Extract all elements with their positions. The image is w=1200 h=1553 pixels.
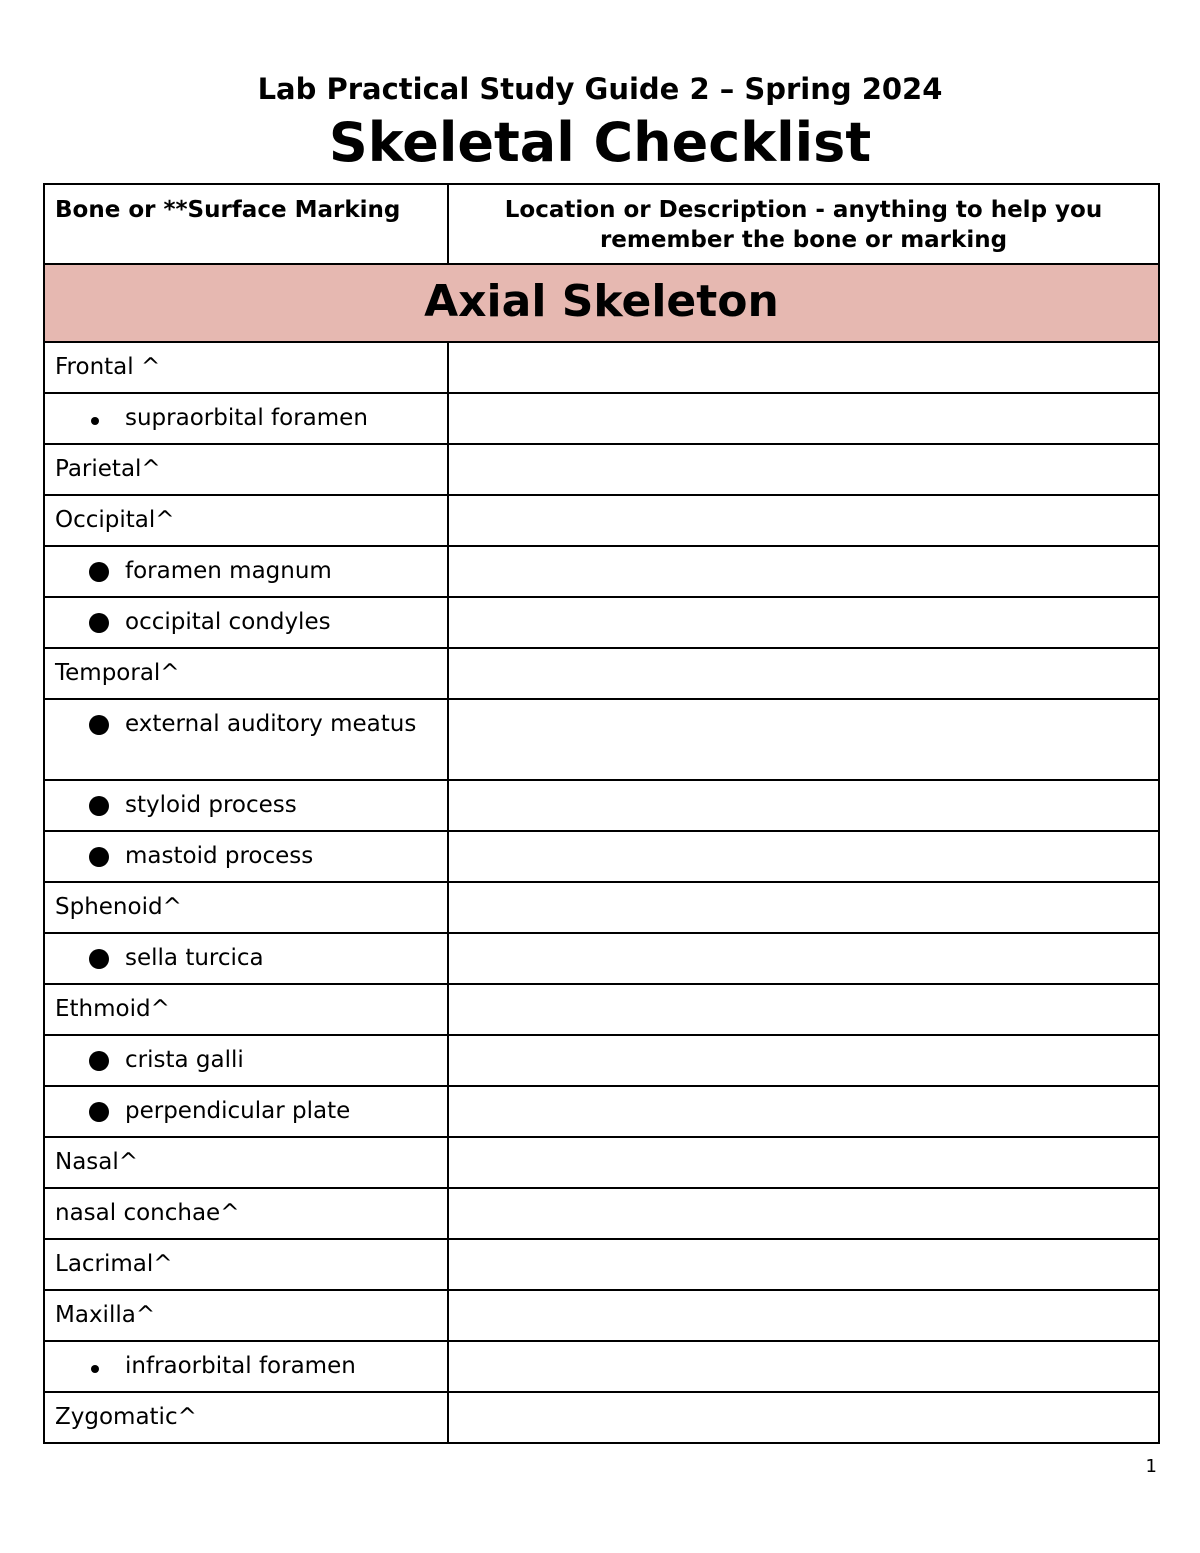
- description-cell[interactable]: [448, 1392, 1159, 1443]
- row-label: Temporal^: [55, 660, 180, 686]
- surface-marking-cell: [44, 1035, 448, 1086]
- section-title: Axial Skeleton: [44, 264, 1159, 342]
- description-cell[interactable]: [448, 882, 1159, 933]
- description-cell[interactable]: [448, 1239, 1159, 1290]
- bullet-icon: [89, 607, 125, 641]
- description-cell[interactable]: [448, 393, 1159, 444]
- table-row: [44, 597, 1159, 648]
- table-row: [44, 1035, 1159, 1086]
- section-row-axial: [44, 264, 1159, 342]
- description-cell[interactable]: [448, 831, 1159, 882]
- description-cell[interactable]: [448, 1341, 1159, 1392]
- surface-marking-cell: [44, 1086, 448, 1137]
- description-cell[interactable]: [448, 1035, 1159, 1086]
- table-row: [44, 1341, 1159, 1392]
- bone-name-cell: [44, 1392, 448, 1443]
- column-header-location: [448, 184, 1159, 264]
- table-row: [44, 342, 1159, 393]
- description-cell[interactable]: [448, 546, 1159, 597]
- column-header-location-line2: remember the bone or marking: [599, 227, 1008, 253]
- row-label: mastoid process: [125, 843, 314, 869]
- bullet-icon: [89, 790, 125, 824]
- description-cell[interactable]: [448, 1290, 1159, 1341]
- row-label: Ethmoid^: [55, 996, 170, 1022]
- surface-marking-cell: [44, 597, 448, 648]
- description-cell[interactable]: [448, 1086, 1159, 1137]
- surface-marking-cell: [44, 933, 448, 984]
- row-label: Zygomatic^: [55, 1404, 197, 1430]
- bullet-icon: [89, 1096, 125, 1130]
- row-label: sella turcica: [125, 945, 264, 971]
- description-cell[interactable]: [448, 699, 1159, 780]
- table-row: [44, 699, 1159, 780]
- table-row: [44, 1137, 1159, 1188]
- bone-name-cell: [44, 444, 448, 495]
- bone-name-cell: [44, 984, 448, 1035]
- description-cell[interactable]: [448, 495, 1159, 546]
- row-label: Lacrimal^: [55, 1251, 173, 1277]
- bone-name-cell: [44, 648, 448, 699]
- surface-marking-cell: [44, 1341, 448, 1392]
- row-label: Frontal ^: [55, 354, 161, 380]
- description-cell[interactable]: [448, 648, 1159, 699]
- row-label: perpendicular plate: [125, 1098, 351, 1124]
- page-title: Skeletal Checklist: [328, 111, 872, 174]
- table-header-row: [44, 184, 1159, 264]
- bullet-icon: [89, 943, 125, 977]
- bullet-icon: [89, 556, 125, 590]
- table-row: [44, 495, 1159, 546]
- description-cell[interactable]: [448, 780, 1159, 831]
- description-cell[interactable]: [448, 933, 1159, 984]
- surface-marking-cell: [44, 699, 448, 780]
- row-label: supraorbital foramen: [125, 405, 368, 431]
- surface-marking-cell: [44, 546, 448, 597]
- bone-name-cell: [44, 882, 448, 933]
- bullet-icon: [89, 709, 125, 743]
- surface-marking-cell: [44, 780, 448, 831]
- bone-name-cell: [44, 1137, 448, 1188]
- row-label: styloid process: [125, 792, 297, 818]
- row-label: occipital condyles: [125, 609, 331, 635]
- skeletal-checklist-table: [43, 183, 1160, 1444]
- table-row: [44, 882, 1159, 933]
- surface-marking-cell: [44, 393, 448, 444]
- page-subtitle: Lab Practical Study Guide 2 – Spring 2024: [257, 72, 943, 106]
- bone-name-cell: [44, 1239, 448, 1290]
- row-label: external auditory meatus: [125, 711, 417, 737]
- table-row: [44, 1188, 1159, 1239]
- description-cell[interactable]: [448, 984, 1159, 1035]
- description-cell[interactable]: [448, 342, 1159, 393]
- description-cell[interactable]: [448, 597, 1159, 648]
- row-label: Parietal^: [55, 456, 161, 482]
- description-cell[interactable]: [448, 1188, 1159, 1239]
- row-label: Occipital^: [55, 507, 175, 533]
- bone-name-cell: [44, 1188, 448, 1239]
- description-cell[interactable]: [448, 444, 1159, 495]
- row-label: Nasal^: [55, 1149, 139, 1175]
- column-header-location-line1: Location or Description - anything to help you: [504, 197, 1103, 223]
- page-number: 1: [1145, 1456, 1157, 1477]
- table-row: [44, 831, 1159, 882]
- table-row: [44, 1290, 1159, 1341]
- row-label: Sphenoid^: [55, 894, 182, 920]
- bullet-icon: [89, 1351, 125, 1381]
- row-label: infraorbital foramen: [125, 1353, 356, 1379]
- column-header-bone: Bone or **Surface Marking: [44, 184, 448, 264]
- table-row: [44, 1086, 1159, 1137]
- bullet-icon: [89, 1045, 125, 1079]
- surface-marking-cell: [44, 831, 448, 882]
- bone-name-cell: [44, 342, 448, 393]
- row-label: Maxilla^: [55, 1302, 156, 1328]
- row-label: foramen magnum: [125, 558, 332, 584]
- table-row: [44, 1239, 1159, 1290]
- table-row: [44, 393, 1159, 444]
- bullet-icon: [89, 403, 125, 433]
- table-row: [44, 933, 1159, 984]
- description-cell[interactable]: [448, 1137, 1159, 1188]
- bullet-icon: [89, 841, 125, 875]
- bone-name-cell: [44, 495, 448, 546]
- row-label: nasal conchae^: [55, 1200, 240, 1226]
- table-row: [44, 984, 1159, 1035]
- table-row: [44, 648, 1159, 699]
- row-label: crista galli: [125, 1047, 244, 1073]
- table-row: [44, 780, 1159, 831]
- table-row: [44, 546, 1159, 597]
- bone-name-cell: [44, 1290, 448, 1341]
- table-row: [44, 444, 1159, 495]
- table-row: [44, 1392, 1159, 1443]
